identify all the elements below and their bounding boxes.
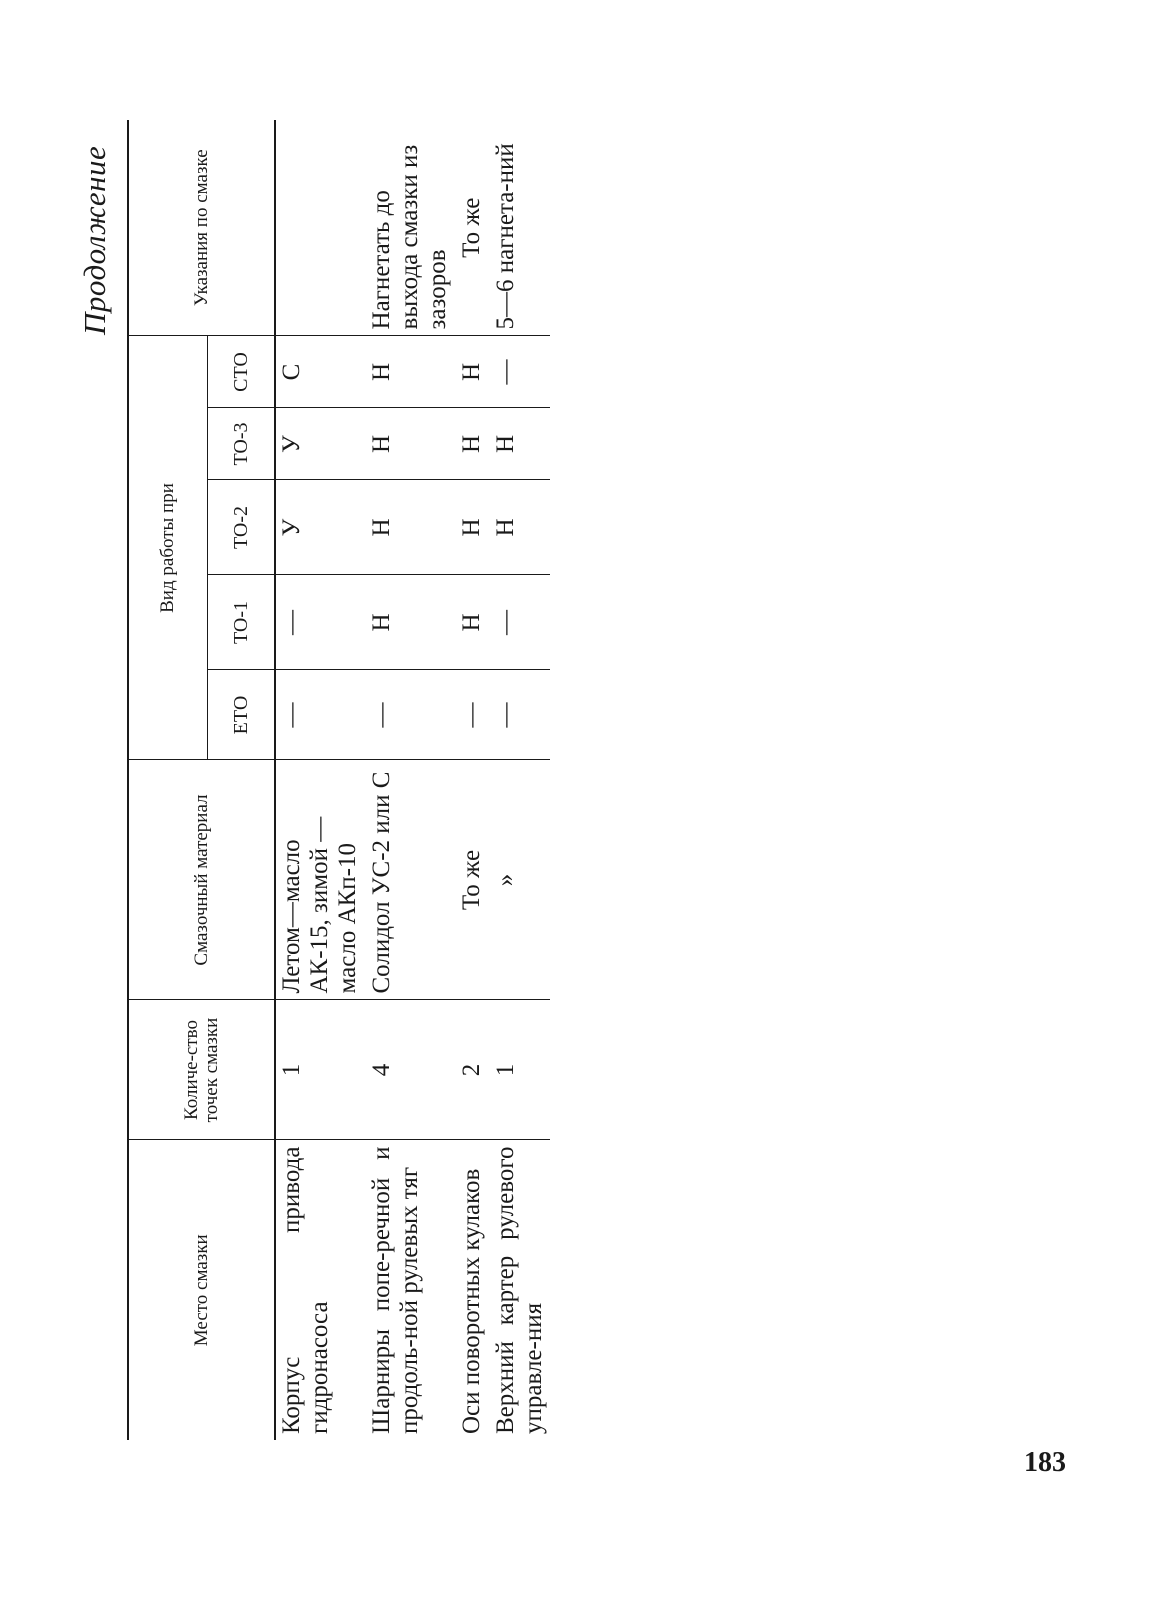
cell-count: 1 xyxy=(275,1000,366,1140)
header-place: Место смазки xyxy=(190,1234,212,1347)
cell-to3: Н xyxy=(366,408,456,480)
cell-to2: Н xyxy=(366,480,456,575)
cell-material: То же xyxy=(456,760,490,1000)
page-number: 183 xyxy=(1024,1447,1066,1478)
cell-eto: — xyxy=(490,670,550,760)
cell-to2: Н xyxy=(490,480,550,575)
cell-notes: Нагнетать до выхода смазки из зазоров xyxy=(366,120,456,336)
cell-count: 2 xyxy=(456,1000,490,1140)
cell-to1: Н xyxy=(366,575,456,670)
cell-sto: Н xyxy=(456,336,490,408)
continuation-label: Продолжение xyxy=(77,145,112,335)
lubrication-table xyxy=(127,120,550,1440)
header-count: Количе-ство точек смазки xyxy=(128,1000,275,1140)
header-to3: ТО-3 xyxy=(208,408,276,480)
cell-material: Летом—масло АК-15, зимой — масло АКп-10 xyxy=(275,760,366,1000)
header-material: Смазочный материал xyxy=(128,760,275,1000)
rotated-page-content xyxy=(77,100,1127,1440)
cell-sto: — xyxy=(490,336,550,408)
cell-sto: С xyxy=(275,336,366,408)
cell-notes: 5—6 нагнета-ний xyxy=(490,120,550,336)
cell-to2: Н xyxy=(456,480,490,575)
cell-eto: — xyxy=(275,670,366,760)
cell-place: Корпус привода гидронасоса xyxy=(278,1146,333,1434)
cell-eto: — xyxy=(366,670,456,760)
header-sto: СТО xyxy=(208,336,276,408)
cell-place: Шарниры попе-речной и продоль-ной рулевых тяг xyxy=(368,1146,423,1434)
header-to2: ТО-2 xyxy=(208,480,276,575)
cell-to1: — xyxy=(275,575,366,670)
cell-count: 1 xyxy=(490,1000,550,1140)
header-eto: ЕТО xyxy=(208,670,276,760)
table-row xyxy=(490,120,550,1440)
table-row xyxy=(275,120,366,1440)
header-work-type: Вид работы при xyxy=(128,336,208,760)
cell-to3: У xyxy=(275,408,366,480)
cell-to3: Н xyxy=(490,408,550,480)
cell-material: » xyxy=(490,760,550,1000)
cell-notes xyxy=(275,120,366,336)
cell-notes: То же xyxy=(456,120,490,336)
cell-to1: — xyxy=(490,575,550,670)
cell-place: Оси поворотных кулаков xyxy=(458,1168,485,1434)
cell-material: Солидол УС-2 или С xyxy=(366,760,456,1000)
cell-to3: Н xyxy=(456,408,490,480)
table-row xyxy=(456,120,490,1440)
cell-sto: Н xyxy=(366,336,456,408)
table-row xyxy=(366,120,456,1440)
cell-to2: У xyxy=(275,480,366,575)
header-notes: Указания по смазке xyxy=(128,120,275,336)
header-to1: ТО-1 xyxy=(208,575,276,670)
cell-place: Верхний картер рулевого управле-ния xyxy=(492,1146,547,1434)
cell-eto: — xyxy=(456,670,490,760)
cell-to1: Н xyxy=(456,575,490,670)
cell-count: 4 xyxy=(366,1000,456,1140)
